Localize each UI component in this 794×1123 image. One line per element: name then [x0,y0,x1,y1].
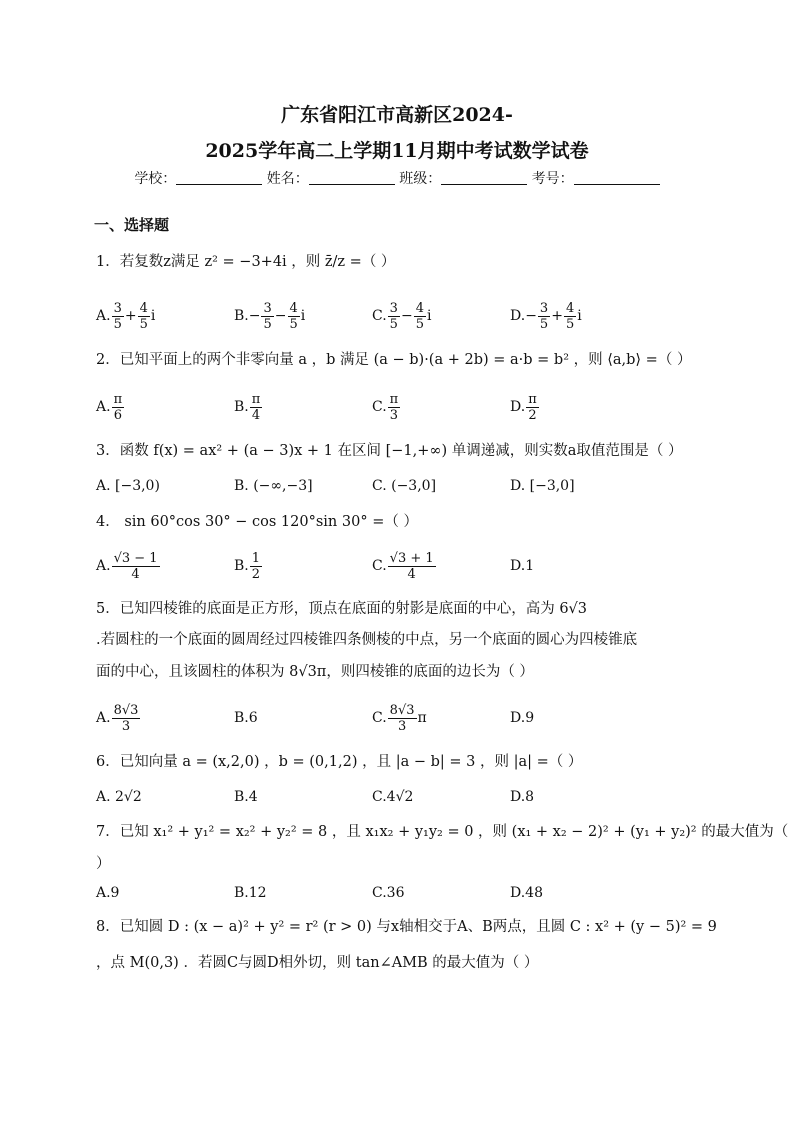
option-sign: − [525,308,537,324]
exam-number-label: 考号： [531,171,574,187]
question-5-stem-line2: .若圆柱的一个底面的圆周经过四棱锥四条侧棱的中点，另一个底面的圆心为四棱锥底 [96,632,638,648]
numerator: π [251,391,261,407]
q4-option-c[interactable] [372,548,437,584]
question-5-stem-line3: 面的中心，且该圆柱的体积为 8√3π，则四棱锥的底面的边长为（ ） [96,664,534,680]
numerator: 3 [539,300,549,316]
option-value: 6 [248,710,258,726]
option-label: D. [510,399,526,415]
numerator: π [389,391,399,407]
numerator: 4 [565,300,575,316]
numerator: 4 [415,300,424,316]
option-label: C. [372,308,387,324]
q4-option-a[interactable] [96,548,161,584]
fraction [414,302,426,331]
q2-option-c[interactable] [372,389,401,425]
operator: + [551,308,563,324]
fraction [138,302,150,331]
option-label: A. [96,399,111,415]
option-label: B. [234,558,249,574]
option-label: A. [96,308,111,324]
fraction [388,393,401,422]
q7-option-d[interactable]: D.48 [510,885,543,901]
question-3-options [96,468,716,504]
denominator: 6 [113,407,122,423]
denominator: 5 [289,316,298,332]
numerator: 8√3 [113,702,139,718]
option-label: D. [510,308,526,324]
class-blank[interactable] [441,172,527,185]
q5-option-a[interactable] [96,700,141,736]
exam-number-blank[interactable] [574,172,660,185]
question-8-stem-line1: 8．已知圆 D : (x − a)² + y² = r² (r > 0) 与x轴相交于A、B两点，且圆 C : x² + (y − 5)² = 9 [96,919,717,935]
numerator: 3 [113,300,122,316]
question-2-options [96,389,716,425]
q7-option-c[interactable]: C.36 [372,885,405,901]
option-label: A. [96,710,111,726]
option-value: 9 [525,710,535,726]
q4-option-d[interactable] [510,548,534,584]
q5-option-d[interactable] [510,700,534,736]
denominator: 2 [251,566,261,582]
numerator: 8√3 [389,702,415,718]
question-5-stem-line1: 5．已知四棱锥的底面是正方形，顶点在底面的射影是底面的中心，高为 6√3 [96,601,588,617]
q5-option-b[interactable] [234,700,258,736]
question-7-options [96,875,716,911]
option-label: C. [372,399,387,415]
numerator: 4 [289,300,298,316]
option-label: B. [234,399,249,415]
question-1-options [96,298,716,334]
denominator: 4 [251,407,261,423]
option-label: C. [372,710,387,726]
denominator: 5 [539,316,549,332]
fraction [261,302,273,331]
denominator: 2 [528,407,537,423]
denominator: 3 [389,407,399,423]
denominator: 5 [113,316,122,332]
question-7-stem-line1: 7．已知 x₁² + y₁² = x₂² + y₂² = 8 ，且 x₁x₂ + y₁y₂ = 0 ，则 (x₁ + x₂ − 2)² + (y₁ + y₂)² 的最大值为（ [96,824,789,840]
school-label: 学校： [134,171,177,187]
q3-option-d[interactable]: D. [−3,0] [510,478,575,494]
q2-option-a[interactable] [96,389,125,425]
option-label: D. [510,558,526,574]
operator: − [400,308,413,324]
fraction [250,552,262,581]
pi-symbol: π [417,710,427,726]
name-label: 姓名： [266,171,309,187]
name-blank[interactable] [309,172,395,185]
option-label: B. [234,710,249,726]
fraction [288,302,300,331]
option-label: A. [96,558,111,574]
option-label: C. [372,558,387,574]
imaginary-unit: i [577,308,582,324]
question-5-options [96,700,716,736]
denominator: 5 [415,316,424,332]
q2-option-b[interactable] [234,389,263,425]
question-6-stem: 6．已知向量 a = (x,2,0) ，b = (0,1,2) ，且 |a − b| = 3 ，则 |a| =（ ） [96,754,583,770]
question-8-stem-line2: ，点 M(0,3) ．若圆C与圆D相外切，则 tan∠AMB 的最大值为（ ） [96,955,539,971]
q6-option-c[interactable]: C.4√2 [372,789,414,805]
q1-option-b[interactable] [234,298,305,334]
fraction [112,302,124,331]
denominator: 4 [407,566,416,582]
q4-option-b[interactable] [234,548,263,584]
q1-option-a[interactable] [96,298,155,334]
q7-option-b[interactable]: B.12 [234,885,267,901]
fraction [112,704,141,733]
q3-option-a[interactable]: A. [−3,0) [96,478,160,494]
exam-title-line2: 2025学年高二上学期11月期中考试数学试卷 [205,140,589,162]
question-6-options [96,779,716,815]
operator: + [124,308,137,324]
question-3-stem: 3．函数 f(x) = ax² + (a − 3)x + 1 在区间 [−1,+∞) 单调递减，则实数a取值范围是（ ） [96,443,683,459]
fraction [388,704,417,733]
imaginary-unit: i [300,308,306,324]
fraction [112,393,125,422]
imaginary-unit: i [426,308,432,324]
fraction [388,302,400,331]
numerator: 3 [389,300,398,316]
q6-option-d[interactable]: D.8 [510,789,535,805]
question-7-stem-line2: ） [96,856,111,872]
option-value: 1 [525,558,535,574]
q1-option-c[interactable] [372,298,431,334]
denominator: 5 [263,316,272,332]
fraction [388,552,436,581]
numerator: √3 + 1 [389,550,434,566]
fraction [526,393,539,422]
q5-option-c[interactable] [372,700,427,736]
option-sign: − [248,308,261,324]
denominator: 3 [397,718,407,734]
exam-title-line1: 广东省阳江市高新区2024- [281,104,513,126]
denominator: 4 [131,566,140,582]
numerator: 1 [251,550,261,566]
numerator: π [528,391,537,407]
section-heading: 一、选择题 [94,216,170,234]
operator: − [274,308,287,324]
question-4-options [96,548,716,584]
q6-option-b[interactable]: B.4 [234,789,258,805]
q3-option-c[interactable]: C. (−3,0] [372,478,437,494]
denominator: 5 [389,316,398,332]
school-blank[interactable] [176,172,262,185]
denominator: 5 [565,316,575,332]
fraction [564,302,576,331]
fraction [538,302,550,331]
q7-option-a[interactable]: A.9 [96,885,120,901]
denominator: 5 [139,316,148,332]
question-4-stem: 4． sin 60°cos 30° − cos 120°sin 30° =（ ） [96,514,418,530]
numerator: 4 [139,300,148,316]
numerator: √3 − 1 [113,550,158,566]
numerator: 3 [263,300,272,316]
question-2-stem: 2．已知平面上的两个非零向量 a ，b 满足 (a − b)·(a + 2b) = a·b = b² ，则 ⟨a,b⟩ =（ ） [96,352,692,368]
imaginary-unit: i [150,308,156,324]
class-label: 班级： [399,171,442,187]
question-1-stem: 1．若复数z满足 z² = −3+4i ，则 z̄/z =（ ） [96,254,396,270]
option-label: D. [510,710,526,726]
q2-option-d[interactable] [510,389,540,425]
q1-option-d[interactable] [510,298,582,334]
denominator: 3 [121,718,131,734]
numerator: π [113,391,123,407]
option-label: B. [234,308,249,324]
student-info-row [0,168,794,188]
fraction [250,393,263,422]
q6-option-a[interactable]: A. 2√2 [96,789,142,805]
q3-option-b[interactable]: B. (−∞,−3] [234,478,313,494]
fraction [112,552,160,581]
